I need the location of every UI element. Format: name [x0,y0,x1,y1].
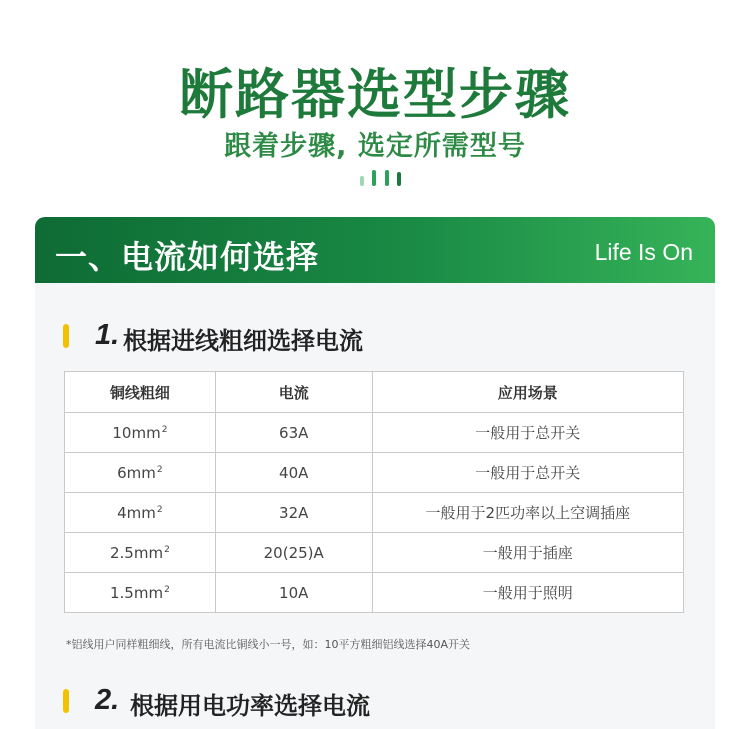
wire-size: 2.5mm [109,543,164,562]
section-heading-1 [63,319,663,353]
main-title: 断路器选型步骤 [179,63,571,126]
table-row [65,493,684,533]
card-header [35,217,715,283]
section-number: 1. [95,319,120,351]
wire-size-cell [65,533,216,573]
usage-cell: 一般用于总开关 [372,453,683,493]
deco-bar [397,172,401,186]
wire-size: 6mm [117,463,156,482]
deco-bar [360,176,364,186]
section-marker [63,324,69,348]
column-header: 铜线粗细 [65,372,216,413]
table-row [65,573,684,613]
wire-size-cell [65,413,216,453]
usage-cell: 一般用于照明 [372,573,683,613]
section-number: 2. [95,684,120,716]
footnote: *铝线用户同样粗细线，所有电流比铜线小一号，如：10平方粗细铝线选择40A开关 [66,638,471,651]
current-cell: 32A [215,493,372,533]
section-title: 根据用电功率选择电流 [130,692,370,720]
current-cell: 63A [215,413,372,453]
usage-cell: 一般用于2匹功率以上空调插座 [372,493,683,533]
wire-size: 4mm [117,503,156,522]
table-header-row [65,372,684,413]
superscript: 2 [156,504,163,515]
column-header: 电流 [215,372,372,413]
superscript: 2 [156,464,163,475]
superscript: 2 [164,544,170,555]
wire-current-table [64,371,684,613]
section-marker [63,689,69,713]
section-heading-2 [63,684,663,718]
wire-size-cell [65,573,216,613]
table-row [65,533,684,573]
wire-size: 10mm [112,423,161,442]
deco-bar [385,170,389,186]
wire-size-cell [65,453,216,493]
usage-cell: 一般用于插座 [372,533,683,573]
content-card [35,217,715,729]
current-cell: 10A [215,573,372,613]
section-title: 根据进线粗细选择电流 [123,327,363,355]
sub-title: 跟着步骤, 选定所需型号 [224,131,526,162]
card-title: 一、电流如何选择 [55,238,320,276]
superscript: 2 [161,424,168,435]
current-cell: 20(25)A [215,533,372,573]
table-row [65,413,684,453]
current-cell: 40A [215,453,372,493]
column-header: 应用场景 [372,372,683,413]
superscript: 2 [164,584,170,595]
usage-cell: 一般用于总开关 [372,413,683,453]
wire-size: 1.5mm [109,583,164,602]
brand-logo: Life Is On [594,239,693,265]
deco-bar [372,170,376,186]
decorative-bars [357,170,407,190]
wire-size-cell [65,493,216,533]
table-row [65,453,684,493]
